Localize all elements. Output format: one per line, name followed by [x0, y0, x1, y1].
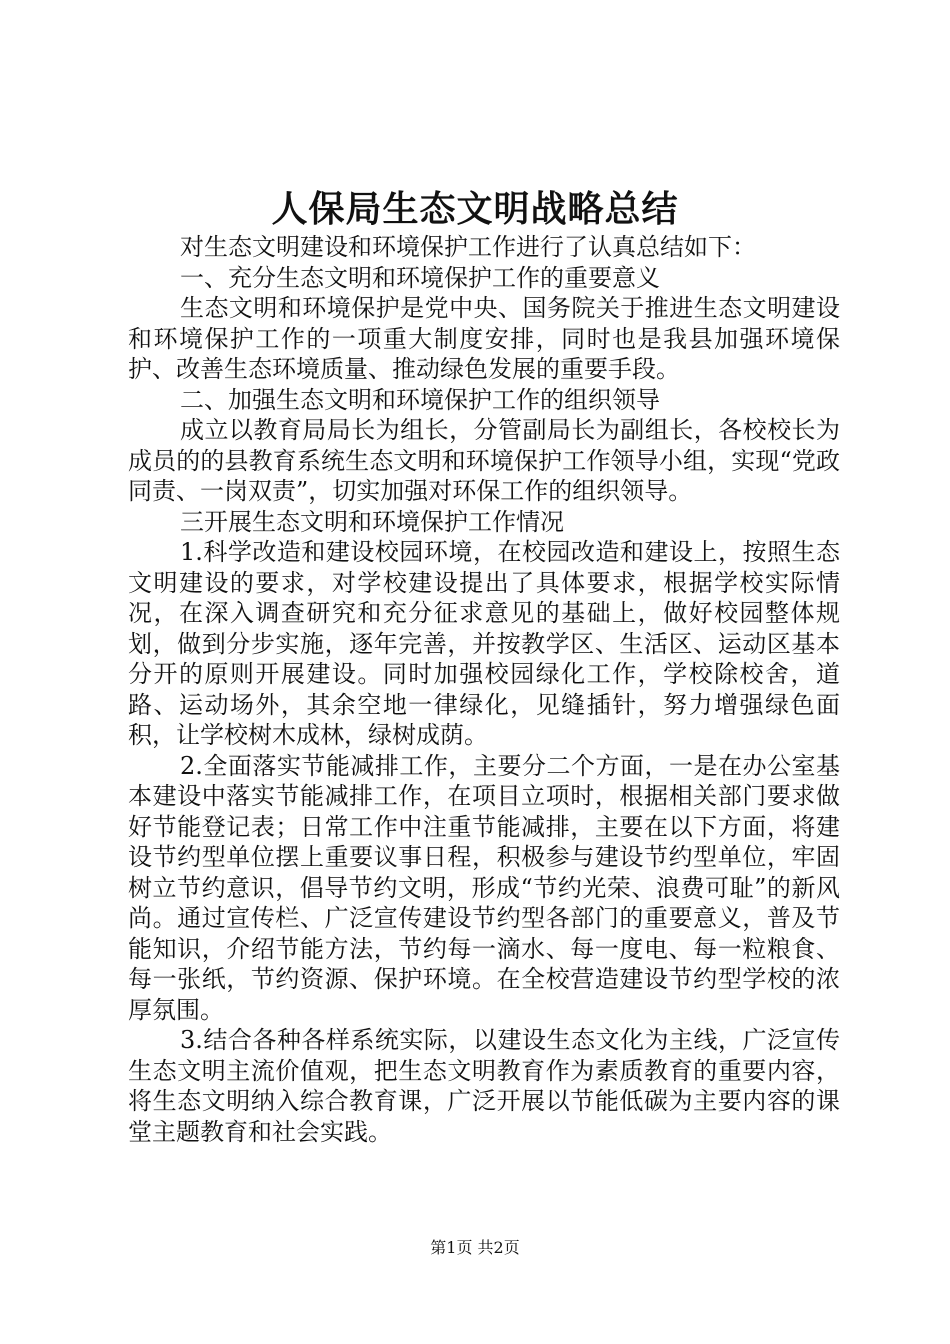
- paragraph-significance: 生态文明和环境保护是党中央、国务院关于推进生态文明建设和环境保护工作的一项重大制度安排，同时也是我县加强环境保护、改善生态环境质量、推动绿色发展的重要手段。: [128, 294, 840, 383]
- page-footer: 第1页 共2页: [430, 1238, 520, 1257]
- paragraph-item-3: 3.结合各种各样系统实际，以建设生态文化为主线，广泛宣传生态文明主流价值观，把生态文明教育作为素质教育的重要内容，将生态文明纳入综合教育课，广泛开展以节能低碳为主要内容的课堂主题教育和社会实践。: [128, 1026, 840, 1146]
- section-heading-3: 三开展生态文明和环境保护工作情况: [180, 507, 564, 536]
- paragraph-item-1: 1.科学改造和建设校园环境，在校园改造和建设上，按照生态文明建设的要求，对学校建设提出了具体要求，根据学校实际情况，在深入调查研究和充分征求意见的基础上，做好校园整体规划，做到分步实施，逐年完善，并按教学区、生活区、运动区基本分开的原则开展建设。同时加强校园绿化工作，学校除校舍，道路、运动场外，其余空地一律绿化，见缝插针，努力增强绿色面积，让学校树木成林，绿树成荫。: [128, 538, 840, 749]
- paragraph-item-2: 2.全面落实节能减排工作，主要分二个方面，一是在办公室基本建设中落实节能减排工作，在项目立项时，根据相关部门要求做好节能登记表；日常工作中注重节能减排，主要在以下方面，将建设节约型单位摆上重要议事日程，积极参与建设节约型单位，牢固树立节约意识，倡导节约文明，形成“节约光荣、浪费可耻”的新风尚。通过宣传栏、广泛宣传建设节约型各部门的重要意义，普及节能知识，介绍节能方法，节约每一滴水、每一度电、每一粒粮食、每一张纸，节约资源、保护环境。在全校营造建设节约型学校的浓厚氛围。: [128, 751, 840, 1024]
- paragraph-intro: 对生态文明建设和环境保护工作进行了认真总结如下：: [180, 233, 756, 261]
- paragraph-leadership: 成立以教育局局长为组长，分管副局长为副组长，各校校长为成员的的县教育系统生态文明和环境保护工作领导小组，实现“党政同责、一岗双责”，切实加强对环保工作的组织领导。: [128, 416, 840, 505]
- document-title: 人保局生态文明战略总结: [271, 188, 679, 230]
- document-body: [128, 232, 840, 1147]
- section-heading-2: 二、加强生态文明和环境保护工作的组织领导: [180, 385, 660, 414]
- section-heading-1: 一、充分生态文明和环境保护工作的重要意义: [180, 263, 660, 292]
